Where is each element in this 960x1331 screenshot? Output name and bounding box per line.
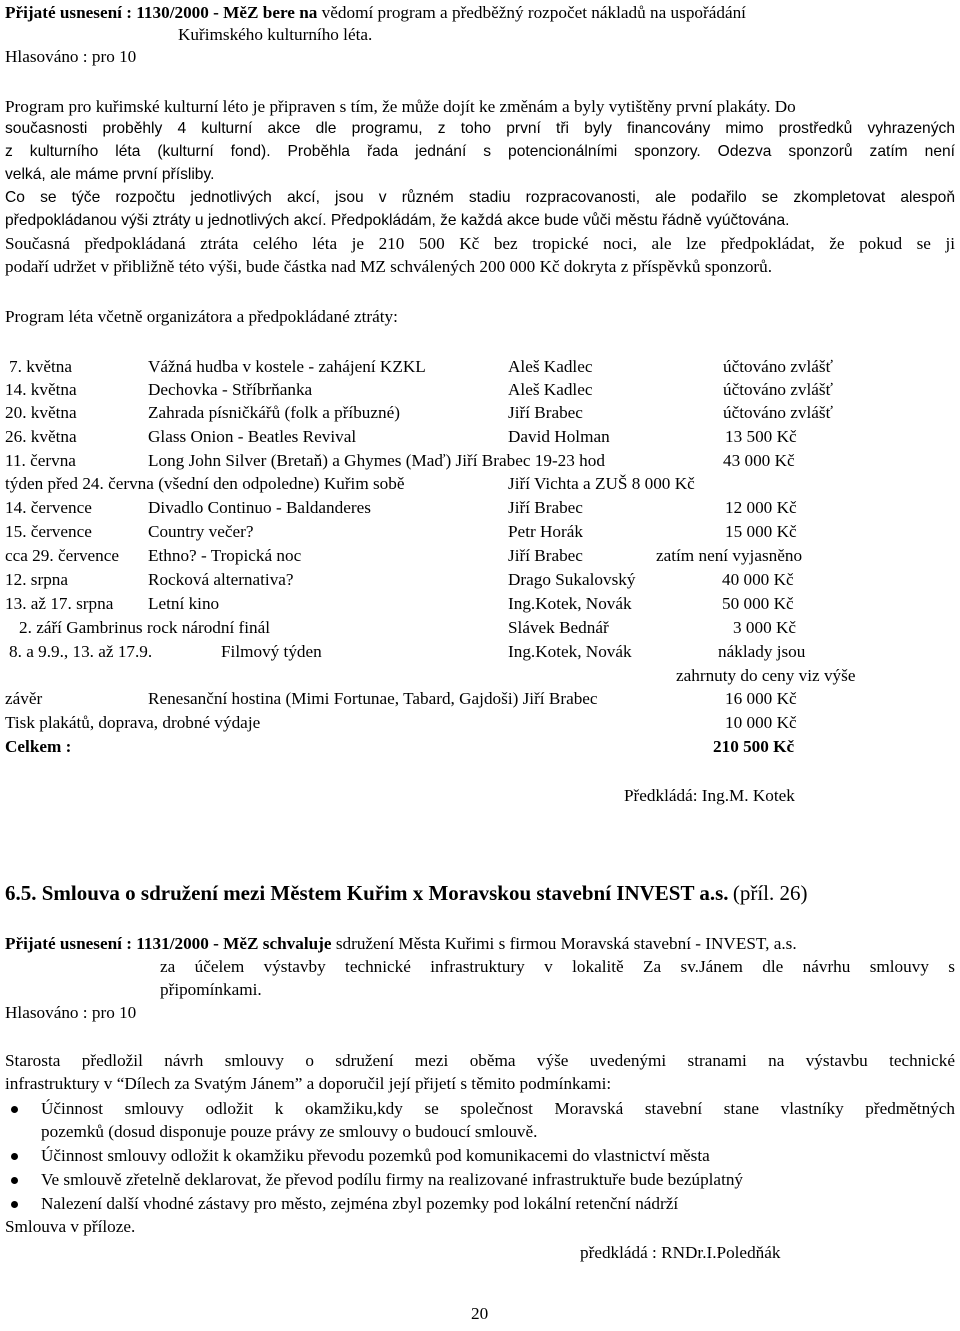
program-organizer: David Holman xyxy=(508,427,610,446)
resolution-text-line2: Kuřimského kulturního léta. xyxy=(178,25,373,44)
list-item-continuation: pozemků (dosud disponuje pouze právy ze smlouvy o budoucí smlouvě. xyxy=(41,1122,538,1141)
program-date: cca 29. července xyxy=(5,546,120,565)
program-event: Country večer? xyxy=(148,522,254,541)
program-date: 14. května xyxy=(5,380,77,399)
program-cost: 40 000 Kč xyxy=(722,570,794,589)
program-organizer: Drago Sukalovský xyxy=(508,570,636,589)
program-event: Vážná hudba v kostele - zahájení KZKL xyxy=(148,357,426,376)
para1-line6: předpokládanou výši ztráty u jednotlivých akcí. Předpokládám, že každá akce bude vůči městu řádně vyúčtována. xyxy=(5,212,790,229)
resolution-1130 xyxy=(5,2,746,24)
program-date: 11. června xyxy=(5,451,76,470)
program-total-cost: 210 500 Kč xyxy=(713,737,795,756)
program-event: Rocková alternativa? xyxy=(148,570,294,589)
program-date: 14. července xyxy=(5,498,92,517)
program-organizer: Ing.Kotek, Novák xyxy=(508,642,632,661)
program-cost: 12 000 Kč xyxy=(725,498,797,517)
program-event: Letní kino xyxy=(148,594,220,613)
para1-line7: Současná předpokládaná ztráta celého léta je 210 500 Kč bez tropické noci, ale lze předpokládat, že pokud se ji xyxy=(5,234,955,253)
program-organizer: Petr Horák xyxy=(508,522,583,541)
program-date: 26. května xyxy=(5,427,77,446)
program-organizer: Jiří Brabec xyxy=(508,546,583,565)
section-heading xyxy=(5,880,808,908)
program-event: Long John Silver (Bretaň) a Ghymes (Maď) Jiří Brabec 19-23 hod xyxy=(148,451,605,470)
program-event: Ethno? - Tropická noc xyxy=(148,546,302,565)
section-title: 6.5. Smlouva o sdružení mezi Městem Kuřim x Moravskou stavební INVEST a.s. xyxy=(5,881,729,905)
para1-line1: Program pro kuřimské kulturní léto je připraven s tím, že může dojít ke změnám a byly vytištěny první plakáty. Do xyxy=(5,97,796,116)
resolution-text: sdružení Města Kuřimi s firmou Moravská stavební - INVEST, a.s. xyxy=(335,934,797,953)
program-cost: náklady jsou xyxy=(718,642,806,661)
program-date: závěr xyxy=(5,689,43,708)
program-cost: zahrnuty do ceny viz výše xyxy=(676,666,856,685)
bullet-icon xyxy=(11,1201,18,1208)
program-event: Divadlo Continuo - Baldanderes xyxy=(148,498,371,517)
program-cost: zatím není vyjasněno xyxy=(656,546,803,565)
para2-line2: infrastruktury v “Dílech za Svatým Jánem” a doporučil její přijetí s těmito podmínkami: xyxy=(5,1074,612,1093)
program-cost: 13 500 Kč xyxy=(725,427,797,446)
program-date: 15. července xyxy=(5,522,92,541)
list-item: Ve smlouvě zřetelně deklarovat, že převod podílu firmy na realizované infrastruktuře bude bezúplatný xyxy=(41,1170,744,1189)
program-date: 7. května xyxy=(9,357,73,376)
program-date: 20. května xyxy=(5,403,77,422)
bullet-icon xyxy=(11,1106,18,1113)
program-event: Dechovka - Stříbrňanka xyxy=(148,380,313,399)
program-organizer: Aleš Kadlec xyxy=(508,357,593,376)
para1-line2: současnosti proběhly 4 kulturní akce dle programu, z toho první tři byly financovány mimo prostředků vyhrazených xyxy=(5,120,955,137)
program-date: 8. a 9.9., 13. až 17.9. xyxy=(9,642,153,661)
program-event: Zahrada písničkářů (folk a příbuzné) xyxy=(148,403,400,422)
vote-result: Hlasováno : pro 10 xyxy=(5,1003,137,1022)
program-cost: 10 000 Kč xyxy=(725,713,797,732)
program-event: Glass Onion - Beatles Revival xyxy=(148,427,357,446)
para1-line3: z kulturního léta (kulturní fond). Proběhla řada jednání s potencionálními sponzory. Odezva sponzorů zatím není xyxy=(5,143,955,160)
program-cost: 3 000 Kč xyxy=(733,618,797,637)
program-organizer: Jiří Brabec xyxy=(508,403,583,422)
program-heading: Program léta včetně organizátora a předpokládané ztráty: xyxy=(5,307,398,326)
section-attachment-ref: (příl. 26) xyxy=(732,881,808,905)
program-event: Renesanční hostina (Mimi Fortunae, Tabard, Gajdoši) Jiří Brabec xyxy=(148,689,598,708)
program-event: Filmový týden xyxy=(221,642,322,661)
list-item: Účinnost smlouvy odložit k okamžiku,kdy se společnost Moravská stavební stane vlastníky předmětných xyxy=(41,1099,955,1118)
program-cost: účtováno zvlášť xyxy=(723,403,833,422)
program-date: 12. srpna xyxy=(5,570,69,589)
program-date: 2. září Gambrinus rock národní finál xyxy=(19,618,271,637)
program-total-label: Celkem : xyxy=(5,737,72,756)
program-organizer: Ing.Kotek, Novák xyxy=(508,594,632,613)
list-item: Nalezení další vhodné zástavy pro město, zejména zbyl pozemky pod lokální retenční nádrží xyxy=(41,1194,679,1213)
para1-line8: podaří udržet v přibližně této výši, bude částka nad MZ schválených 200 000 Kč dokryta z příspěvků sponzorů. xyxy=(5,257,773,276)
resolution-1131 xyxy=(5,933,797,955)
para2-line1: Starosta předložil návrh smlouvy o sdružení mezi oběma výše uvedenými stranami na výstavbu technické xyxy=(5,1051,955,1070)
program-organizer: Jiří Brabec xyxy=(508,498,583,517)
program-date: Tisk plakátů, doprava, drobné výdaje xyxy=(5,713,261,732)
list-item: Účinnost smlouvy odložit k okamžiku převodu pozemků pod komunikacemi do vlastnictví města xyxy=(41,1146,710,1165)
program-cost: 16 000 Kč xyxy=(725,689,797,708)
para1-line5: Co se týče rozpočtu jednotlivých akcí, jsou v různém stadiu rozpracovanosti, ale podařilo se zkompletovat alespoň xyxy=(5,189,955,206)
resolution-text: vědomí program a předběžný rozpočet nákladů na uspořádání xyxy=(321,3,746,22)
program-organizer: Jiří Vichta a ZUŠ 8 000 Kč xyxy=(508,474,695,493)
bullet-icon xyxy=(11,1177,18,1184)
program-cost: účtováno zvlášť xyxy=(723,357,833,376)
para1-line4: velká, ale máme první přísliby. xyxy=(5,166,215,183)
resolution-label: Přijaté usnesení : 1131/2000 - MěZ schvaluje xyxy=(5,934,332,953)
program-organizer: Slávek Bednář xyxy=(508,618,609,637)
program-organizer: Aleš Kadlec xyxy=(508,380,593,399)
program-date: týden před 24. června (všední den odpoledne) Kuřim sobě xyxy=(5,474,405,493)
resolution-text-line3: připomínkami. xyxy=(160,980,262,999)
vote-result: Hlasováno : pro 10 xyxy=(5,47,137,66)
presenter: Předkládá: Ing.M. Kotek xyxy=(624,786,795,805)
program-date: 13. až 17. srpna xyxy=(5,594,114,613)
presenter: předkládá : RNDr.I.Poledňák xyxy=(580,1243,781,1262)
page-number: 20 xyxy=(471,1304,489,1323)
program-cost: 43 000 Kč xyxy=(723,451,795,470)
program-cost: 50 000 Kč xyxy=(722,594,794,613)
program-cost: účtováno zvlášť xyxy=(723,380,833,399)
attachment-note: Smlouva v příloze. xyxy=(5,1217,136,1236)
resolution-label: Přijaté usnesení : 1130/2000 - MěZ bere na xyxy=(5,3,318,22)
program-cost: 15 000 Kč xyxy=(725,522,797,541)
resolution-text-line2: za účelem výstavby technické infrastruktury v lokalitě Za sv.Jánem dle návrhu smlouvy s xyxy=(160,957,955,976)
bullet-icon xyxy=(11,1153,18,1160)
